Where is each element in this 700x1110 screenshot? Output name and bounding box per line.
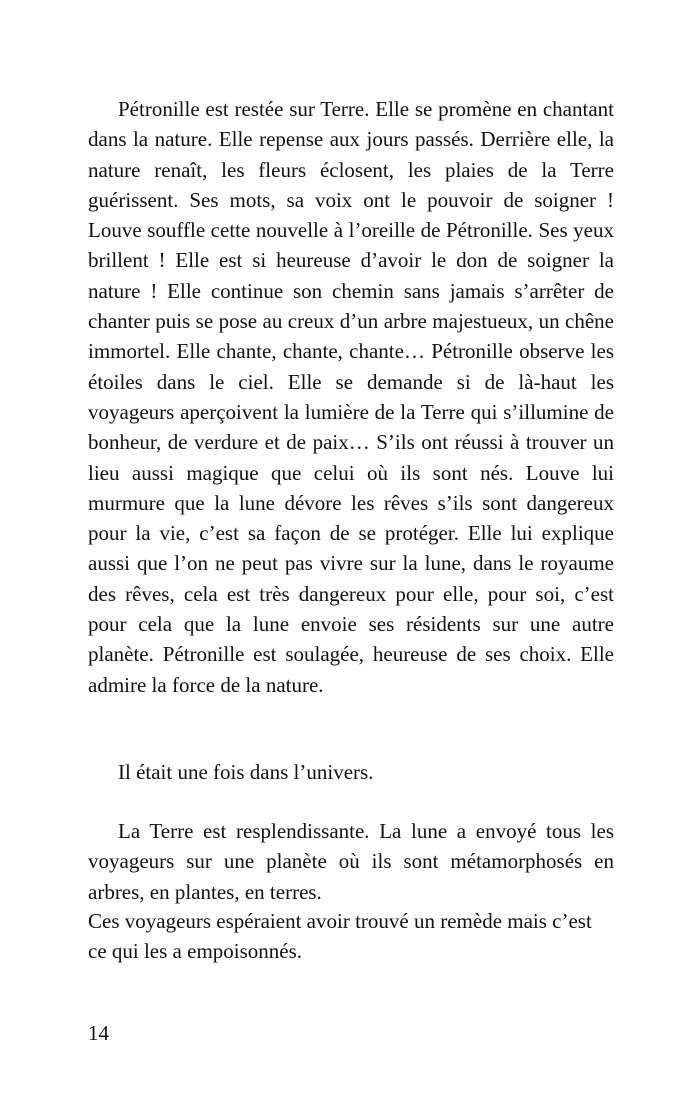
page-number: 14 [88, 1021, 109, 1045]
paragraph-travelers-poisoned: Ces voyageurs espéraient avoir trouvé un remède mais c’est ce qui les a empoisonnés. [88, 909, 592, 964]
paragraph-petronille-sings: Pétronille est restée sur Terre. Elle se promène en chantant dans la nature. Elle repense aux jours passés. Derrière elle, la nature renaît, les fleurs éclosent, les plaies de la Terre guérissent. Ses mots, sa voix ont le pouvoir de soigner ! Louve souffle cette nouvelle à l’oreille de Pétronille. Ses yeux brillent ! Elle est si heureuse d’avoir le don de soigner la nature ! Elle continue son chemin sans jamais s’arrêter de chanter puis se pose au creux d’un arbre majestueux, un chêne immortel. Elle chante, chante, chante… Pétronille observe les étoiles dans le ciel. Elle se demande si de là-haut les voyageurs aperçoivent la lumière de la Terre qui s’illumine de bonheur, de verdure et de paix… S’ils ont réussi à trouver un lieu aussi magique que celui où ils sont nés. Louve lui murmure que la lune dévore les rêves s’ils sont dangereux pour la vie, c’est sa façon de se protéger. Elle lui explique aussi que l’on ne peut pas vivre sur la lune, dans le royaume des rêves, cela est très dangereux pour elle, pour soi, c’est pour cela que la lune envoie ses résidents sur une autre planète. Pétronille est soulagée, heureuse de ses choix. Elle admire la force de la nature. [88, 97, 614, 697]
paragraph-once-upon-a-time: Il était une fois dans l’univers. [118, 760, 374, 784]
paragraph-earth-resplendent: La Terre est resplendissante. La lune a envoyé tous les voyageurs sur une planète où ils sont métamorphosés en arbres, en plantes, en terres. [88, 819, 614, 904]
